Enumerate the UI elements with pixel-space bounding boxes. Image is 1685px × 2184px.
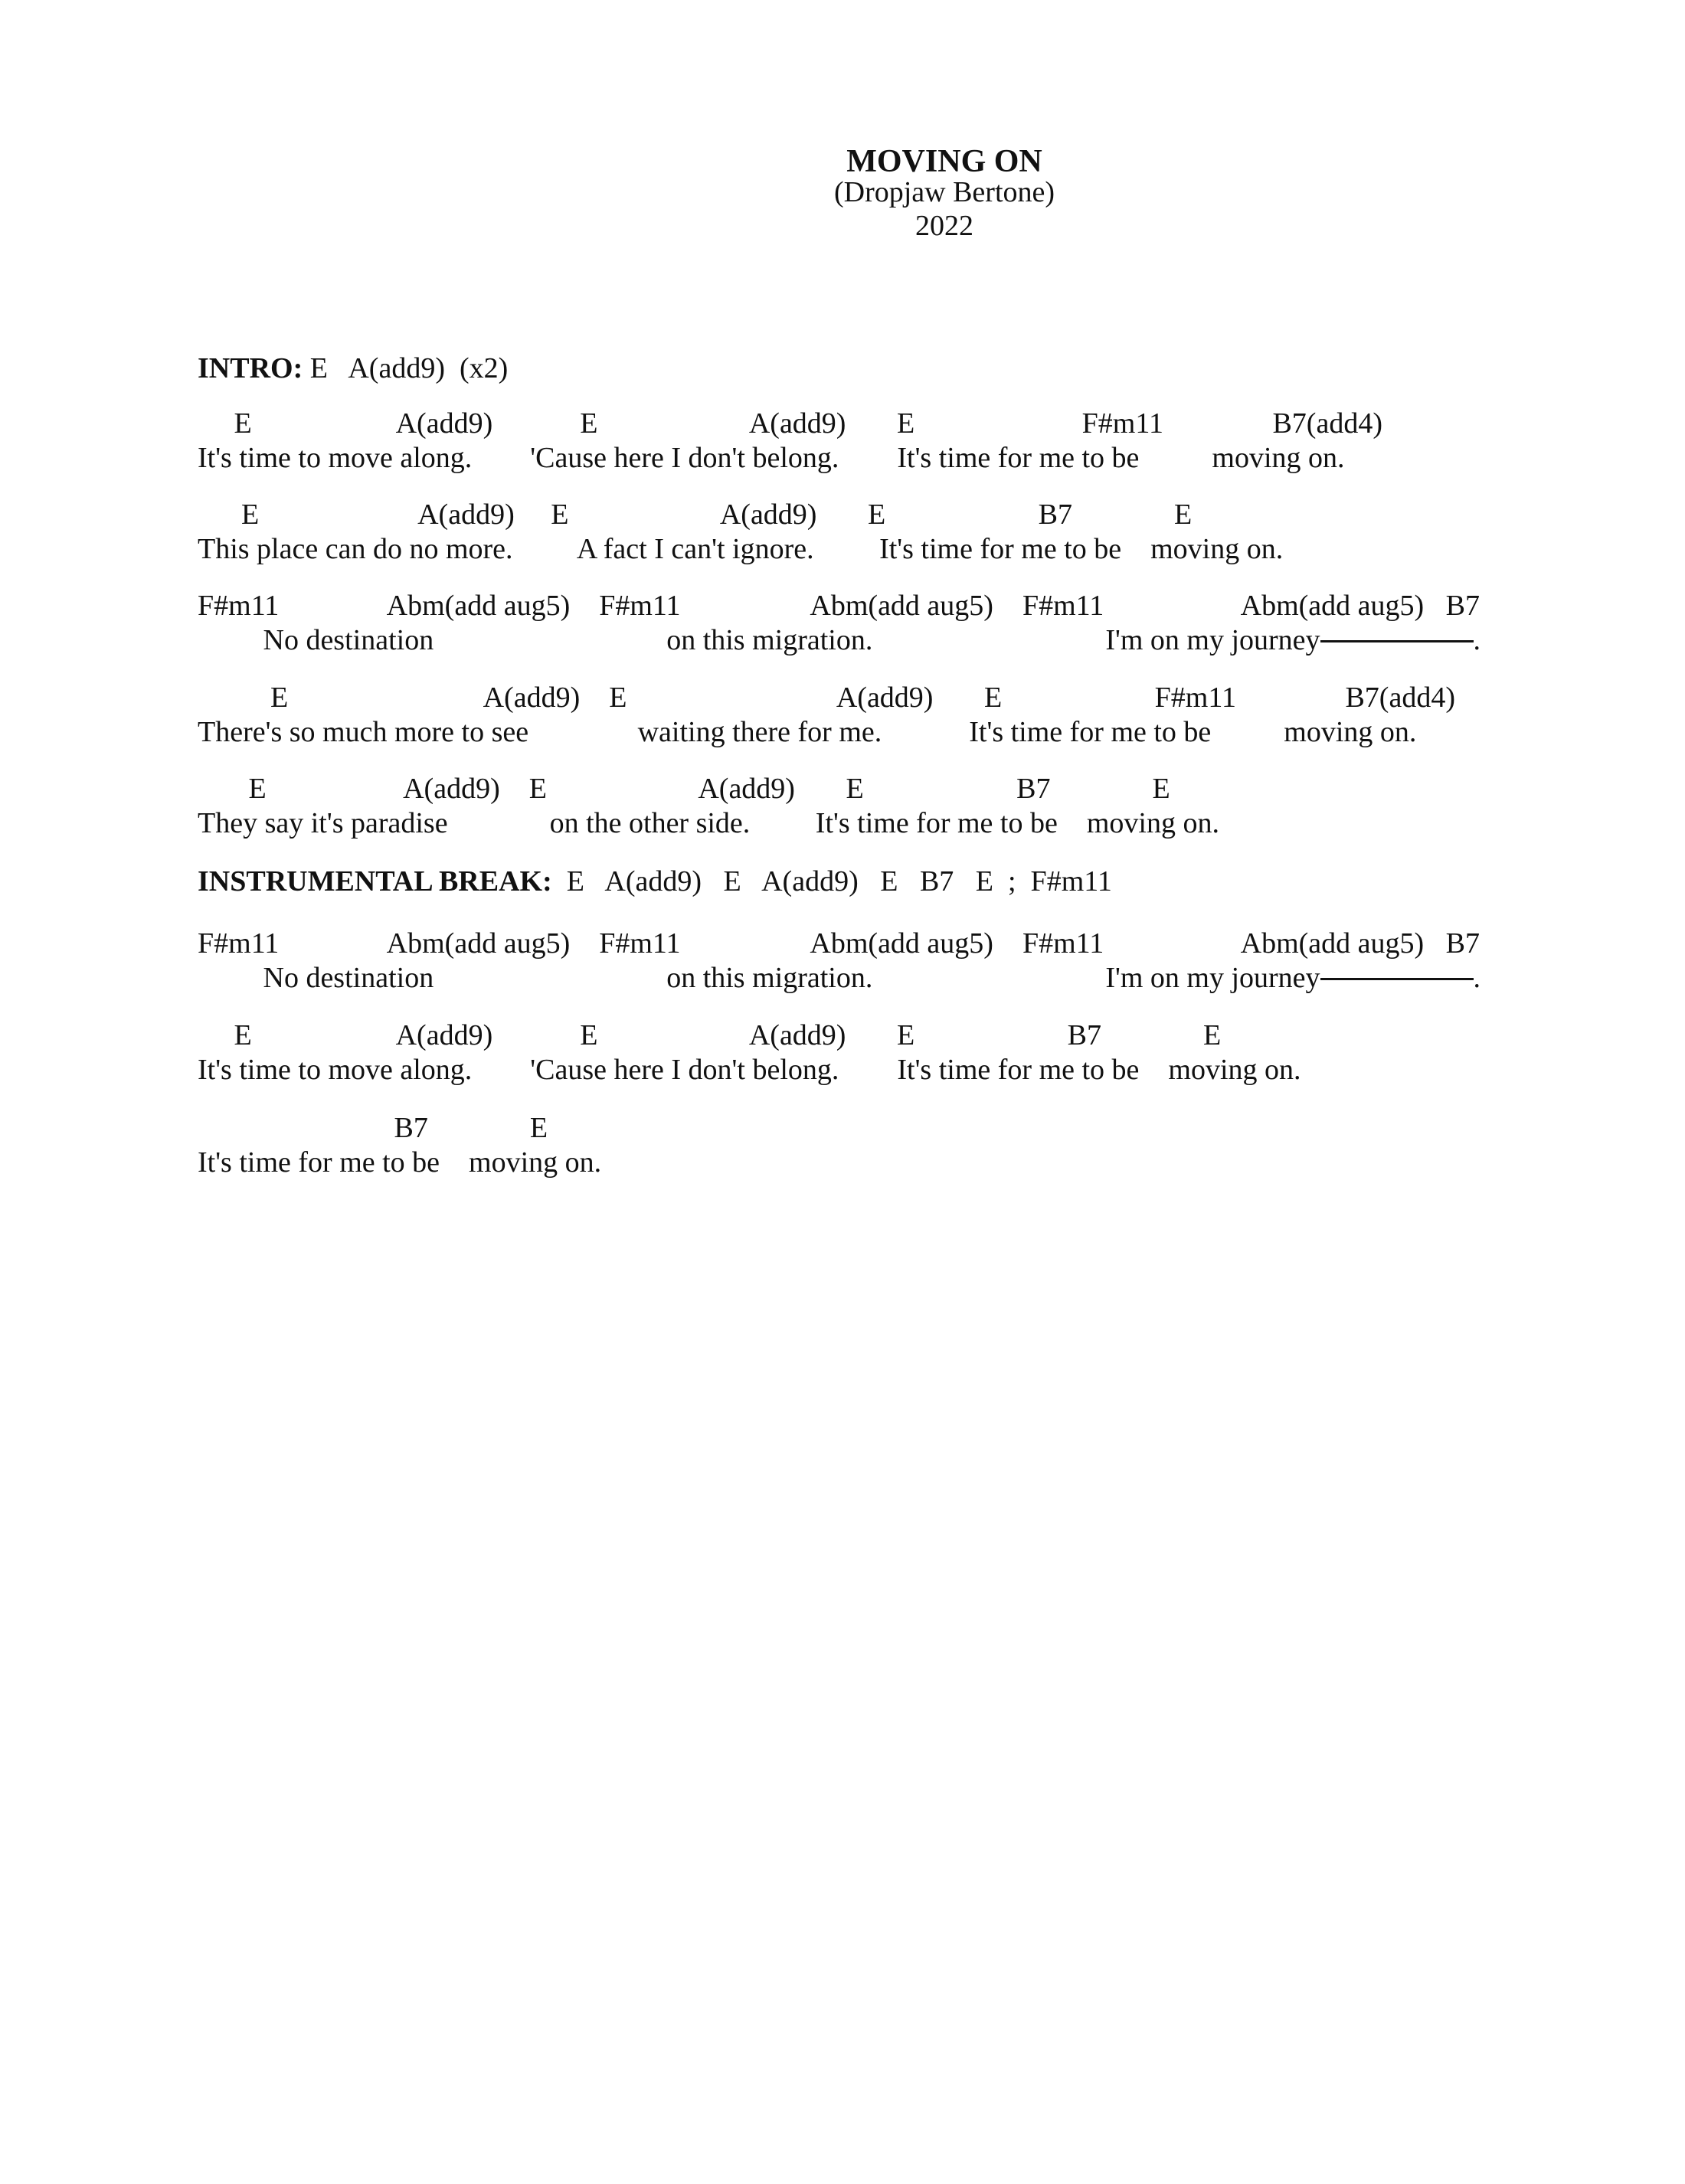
verse2-lyric-line-2: They say it's paradise on the other side. It's time for me to be moving on. xyxy=(198,807,1219,839)
song-year: 2022 xyxy=(915,210,973,242)
outro-lyric-line: It's time for me to be moving on. xyxy=(198,1146,602,1179)
sustain-dash xyxy=(1320,640,1474,642)
verse2-lyric-line-1: There's so much more to see waiting there for me. It's time for me to be moving on. xyxy=(198,716,1417,748)
instrumental-line xyxy=(198,867,1112,896)
verse2-chord-line-2: E A(add9) E A(add9) E B7 E xyxy=(198,773,1170,805)
intro-chords: E A(add9) (x2) xyxy=(303,352,509,384)
bridge2-lyric-line xyxy=(198,963,1481,992)
instrumental-chords: E A(add9) E A(add9) E B7 E ; F#m11 xyxy=(551,865,1112,897)
bridge1-lyric-text: No destination on this migration. I'm on my journey xyxy=(198,624,1320,656)
intro-label: INTRO: xyxy=(198,352,303,384)
bridge2-lyric-text: No destination on this migration. I'm on my journey xyxy=(198,962,1320,994)
bridge1-lyric-end: . xyxy=(1473,624,1481,656)
verse1-lyric-line-1: It's time to move along. 'Cause here I don't belong. It's time for me to be moving on. xyxy=(198,442,1345,474)
bridge1-chord-line: F#m11 Abm(add aug5) F#m11 Abm(add aug5) F#m11 Abm(add aug5) B7 xyxy=(198,590,1481,622)
sustain-dash xyxy=(1320,978,1474,980)
verse1-chord-line-2: E A(add9) E A(add9) E B7 E xyxy=(198,499,1193,531)
bridge1-lyric-line xyxy=(198,626,1481,655)
outro-chord-line: B7 E xyxy=(198,1112,548,1144)
bridge2-lyric-end: . xyxy=(1473,962,1481,994)
verse2-chord-line-1: E A(add9) E A(add9) E F#m11 B7(add4) xyxy=(198,682,1455,714)
verse3-lyric-line: It's time to move along. 'Cause here I don't belong. It's time for me to be moving on. xyxy=(198,1054,1301,1086)
intro-line xyxy=(198,354,508,383)
verse1-chord-line-1: E A(add9) E A(add9) E F#m11 B7(add4) xyxy=(198,407,1382,440)
instrumental-label: INSTRUMENTAL BREAK: xyxy=(198,865,552,897)
song-title: MOVING ON xyxy=(846,144,1042,179)
song-artist: (Dropjaw Bertone) xyxy=(833,176,1055,208)
verse3-chord-line: E A(add9) E A(add9) E B7 E xyxy=(198,1019,1222,1051)
verse1-lyric-line-2: This place can do no more. A fact I can't ignore. It's time for me to be moving on. xyxy=(198,533,1284,565)
bridge2-chord-line: F#m11 Abm(add aug5) F#m11 Abm(add aug5) F#m11 Abm(add aug5) B7 xyxy=(198,927,1481,960)
